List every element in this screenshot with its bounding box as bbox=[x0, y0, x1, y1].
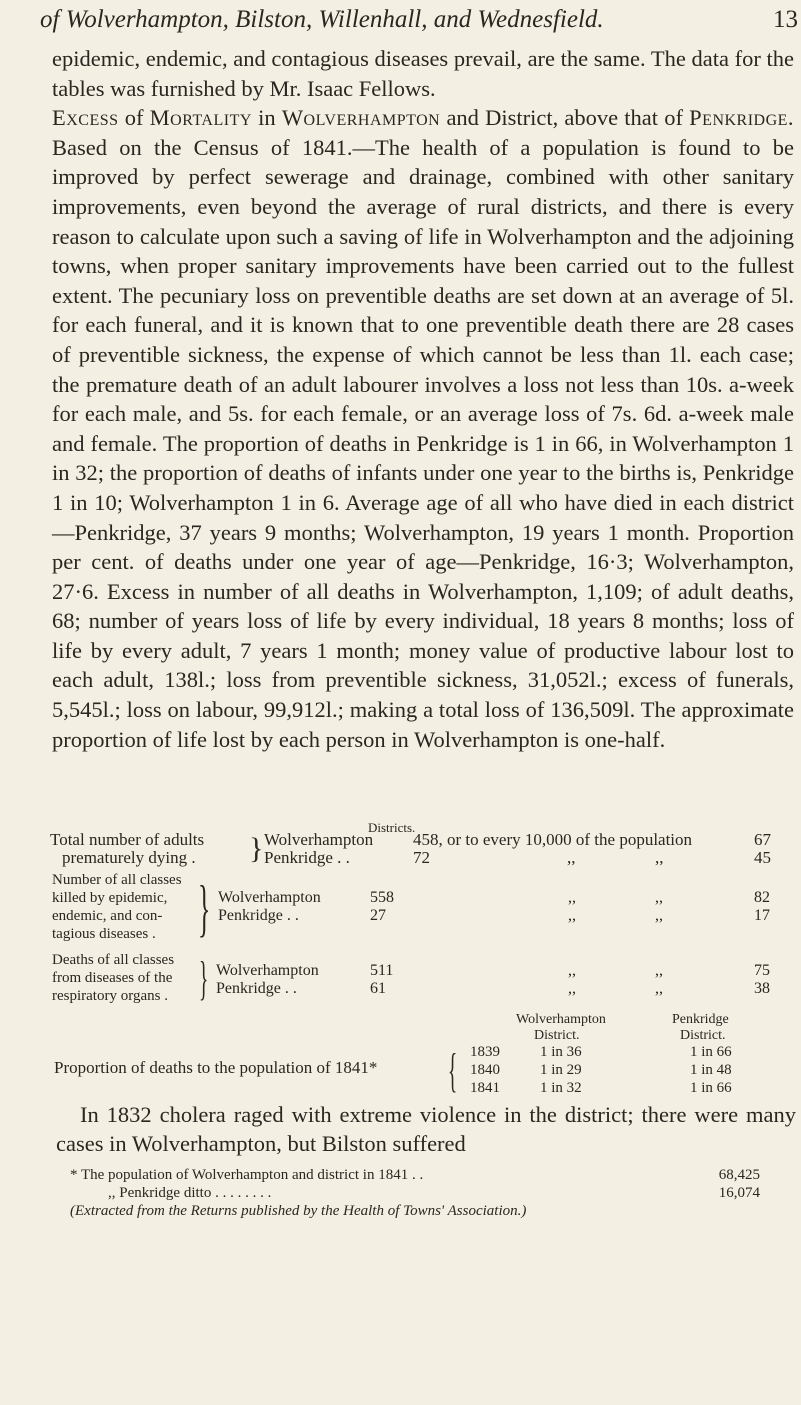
proportion-label: Proportion of deaths to the population of 1841* bbox=[54, 1058, 378, 1077]
intro-paragraph: epidemic, endemic, and contagious diseases prevail, are the same. The data for the tables was furnished by Mr. Isaac Fellows. bbox=[52, 46, 794, 101]
row3-district1: Wolverhampton bbox=[216, 962, 319, 979]
row2-district2: Penkridge . . bbox=[218, 907, 299, 924]
row2-value1: 558 bbox=[370, 889, 394, 906]
row2-label-c: endemic, and con- bbox=[52, 908, 163, 924]
footnote-row-3 bbox=[70, 1202, 770, 1220]
row3-ditto2: ,, bbox=[655, 962, 663, 979]
proportion-p-1: 1 in 66 bbox=[690, 1044, 732, 1060]
districts-heading: Districts. bbox=[368, 820, 416, 835]
row2-value2: 27 bbox=[370, 907, 386, 924]
row3-ditto3: ,, bbox=[568, 980, 576, 997]
footnote-line-2: ,, Penkridge ditto . . . . . . . . bbox=[108, 1185, 272, 1201]
heading-mortality: Mortality bbox=[149, 105, 252, 131]
footnote-line-1: * The population of Wolverhampton and district in 1841 . . bbox=[70, 1167, 424, 1183]
row3-ditto4: ,, bbox=[655, 980, 663, 997]
row2-district1: Wolverhampton bbox=[218, 889, 321, 906]
row2-brace: } bbox=[198, 872, 211, 943]
row1-label-a: Total number of adults bbox=[50, 830, 205, 849]
footnote-num-2: 16,074 bbox=[718, 1185, 760, 1201]
row3-value2: 61 bbox=[370, 980, 386, 997]
proportion-year-2: 1840 bbox=[470, 1062, 500, 1078]
page-number: 13 bbox=[773, 6, 798, 33]
closing-paragraph: In 1832 cholera raged with extreme violence in the district; there were many cases in Wolverhampton, but Bilston suffered bbox=[56, 1102, 796, 1156]
row3-result2: 38 bbox=[754, 980, 770, 997]
row1-district2: Penkridge . . bbox=[264, 848, 350, 867]
heading-in: in bbox=[258, 105, 276, 131]
header-title: of Wolverhampton, Bilston, Willenhall, and Wednesfield. bbox=[40, 6, 604, 33]
row1-value2: 72 bbox=[413, 848, 430, 867]
heading-census: Based on the Census of 1841.—The bbox=[52, 134, 410, 160]
row2-label-b: killed by epidemic, bbox=[52, 890, 168, 906]
row3-value1: 511 bbox=[370, 962, 394, 979]
proportion-year-1: 1839 bbox=[470, 1044, 500, 1060]
row2-ditto1: ,, bbox=[568, 889, 576, 906]
row1-ditto1: ,, bbox=[567, 848, 576, 867]
row3-brace: } bbox=[199, 952, 209, 1005]
footnote-line-3: (Extracted from the Returns published by the Health of Towns' Association.) bbox=[70, 1203, 527, 1219]
row2-ditto3: ,, bbox=[568, 907, 576, 924]
row1-brace: } bbox=[249, 832, 264, 865]
row2-ditto2: ,, bbox=[655, 889, 663, 906]
proportion-col2-a: Penkridge bbox=[672, 1012, 729, 1027]
row3-ditto1: ,, bbox=[568, 962, 576, 979]
proportion-col1-b: District. bbox=[534, 1028, 580, 1043]
proportion-brace: { bbox=[448, 1044, 458, 1097]
row3-district2: Penkridge . . bbox=[216, 980, 297, 997]
footnote-num-1: 68,425 bbox=[718, 1167, 760, 1183]
proportion-p-3: 1 in 66 bbox=[690, 1080, 732, 1096]
row3-label-c: respiratory organs . bbox=[52, 988, 168, 1004]
footnote-row-2 bbox=[70, 1184, 770, 1202]
heading-of: of bbox=[124, 105, 144, 131]
proportion-p-2: 1 in 48 bbox=[690, 1062, 732, 1078]
row2-ditto4: ,, bbox=[655, 907, 663, 924]
row2-result2: 17 bbox=[754, 907, 770, 924]
row3-label-b: from diseases of the bbox=[52, 970, 173, 986]
footnote bbox=[70, 1166, 770, 1220]
proportion-col1-a: Wolverhampton bbox=[516, 1012, 606, 1027]
row1-result1: 67 bbox=[754, 830, 771, 849]
heading-wolverhampton: Wolverhampton bbox=[281, 105, 441, 131]
proportion-w-1: 1 in 36 bbox=[540, 1044, 582, 1060]
heading-excess: Excess bbox=[52, 105, 119, 131]
proportion-w-2: 1 in 29 bbox=[540, 1062, 582, 1078]
footnote-row-1 bbox=[70, 1166, 770, 1184]
row2-label-d: tagious diseases . bbox=[52, 926, 156, 942]
row1-district1: Wolverhampton bbox=[264, 830, 374, 849]
row1-ditto2: ,, bbox=[655, 848, 664, 867]
row1-value1: 458, or to every 10,000 of the population bbox=[413, 830, 693, 849]
row2-label-a: Number of all classes bbox=[52, 872, 182, 888]
row3-label-a: Deaths of all classes bbox=[52, 952, 175, 968]
heading-penkridge: Penkridge. bbox=[689, 105, 795, 131]
row3-result1: 75 bbox=[754, 962, 770, 979]
proportion-w-3: 1 in 32 bbox=[540, 1080, 582, 1096]
heading-and-district: and District, above that of bbox=[446, 105, 683, 131]
row2-result1: 82 bbox=[754, 889, 770, 906]
proportion-col2-b: District. bbox=[680, 1028, 726, 1043]
proportion-year-3: 1841 bbox=[470, 1080, 500, 1096]
main-paragraph-text: health of a population is found to be improved by perfect sewerage and drainage, combined with other sanitary improvements, even beyond the average of rural districts, and there is every reason to calculate upon such a saving of life in Wolverhampton and the adjoining towns, when proper sanitary improvements have been carried out to the fullest extent. The pecuniary loss on preventible deaths are set down at an average of 5l. for each funeral, and it is known that to one preventible death there are 28 cases of preventible sickness, the expense of which cannot be less than 1l. each case; the premature death of an adult labourer involves a loss not less than 10s. a-week for each male, and 5s. for each female, or an average loss of 7s. 6d. a-week male and female. The proportion of deaths in Penkridge is 1 in 66, in Wolverhampton 1 in 32; the proportion of deaths of infants under one year to the births is, Penkridge 1 in 10; Wolverhampton 1 in 6. Average age of all who have died in each district—Penkridge, 37 years 9 months; Wolverhampton, 19 years 1 month. Proportion per cent. of deaths under one year of age—Penkridge, 16·3; Wolverhampton, 27·6. Excess in number of all deaths in Wolverhampton, 1,109; of adult deaths, 68; number of years loss of life by every individual, 18 years 8 months; loss of life by every adult, 7 years 1 month; money value of productive labour lost to each adult, 138l.; loss from preventible sickness, 31,052l.; excess of funerals, 5,545l.; loss on labour, 99,912l.; making a total loss of 136,509l. The approximate proportion of life lost by each person in Wolverhampton is one-half. bbox=[52, 134, 795, 752]
row1-label-b: prematurely dying . bbox=[62, 848, 196, 867]
row1-result2: 45 bbox=[754, 848, 771, 867]
